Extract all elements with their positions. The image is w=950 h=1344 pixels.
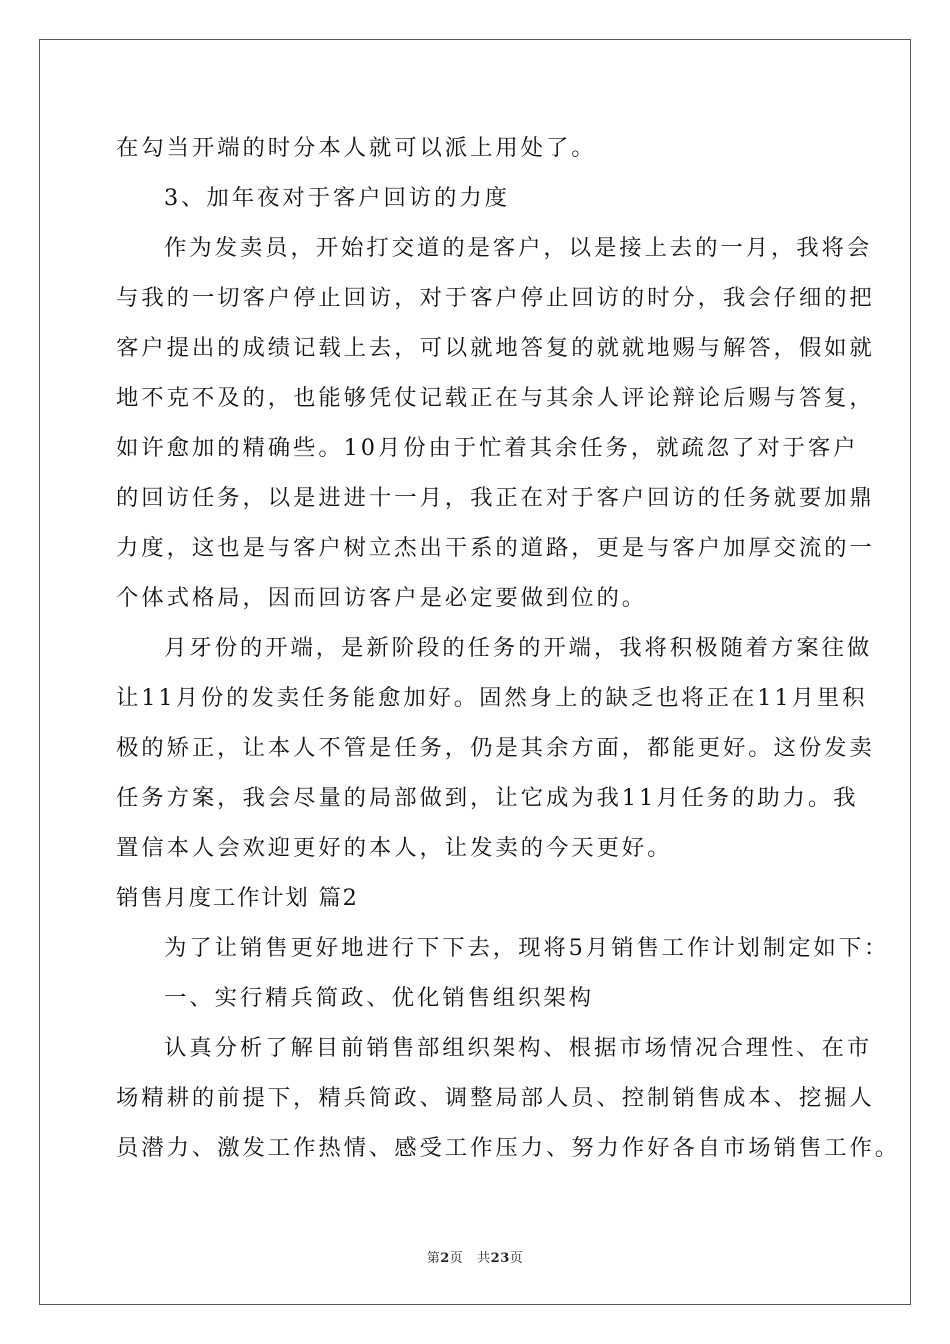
text-line-6: 地不克不及的，也能够凭仗记载正在与其余人评论辩论后赐与答复， <box>116 385 875 411</box>
footer-total-pages: 23 <box>490 1251 510 1266</box>
footer-current-page: 2 <box>440 1251 450 1266</box>
text-line-4: 与我的一切客户停止回访，对于客户停止回访的时分，我会仔细的把 <box>116 285 875 311</box>
text-line-14: 任务方案，我会尽量的局部做到，让它成为我11月任务的助力。我 <box>116 785 859 811</box>
text-line-7: 如许愈加的精确些。10月份由于忙着其余任务，就疏忽了对于客户 <box>116 435 859 461</box>
text-line-13: 极的矫正，让本人不管是任务，仍是其余方面，都能更好。这份发卖 <box>116 735 875 761</box>
text-line-11: 月牙份的开端，是新阶段的任务的开端，我将积极随着方案往做 <box>164 635 873 661</box>
footer-prefix: 第 <box>426 1251 441 1266</box>
text-line-2: 3、加年夜对于客户回访的力度 <box>164 185 510 211</box>
text-line-20: 场精耕的前提下，精兵简政、调整局部人员、控制销售成本、挖掘人 <box>116 1085 875 1111</box>
page-border <box>39 39 911 1305</box>
text-line-1: 在勾当开端的时分本人就可以派上用处了。 <box>116 135 597 161</box>
footer-suffix: 页 <box>509 1251 524 1266</box>
text-line-21: 员潜力、激发工作热情、感受工作压力、努力作好各自市场销售工作。 <box>116 1135 901 1161</box>
text-line-15: 置信本人会欢迎更好的本人，让发卖的今天更好。 <box>116 835 673 861</box>
text-line-8: 的回访任务，以是进进十一月，我正在对于客户回访的任务就要加鼎 <box>116 485 875 511</box>
text-line-19: 认真分析了解目前销售部组织架构、根据市场情况合理性、在市 <box>164 1035 873 1061</box>
text-line-18: 一、实行精兵简政、优化销售组织架构 <box>164 985 594 1011</box>
text-line-3: 作为发卖员，开始打交道的是客户，以是接上去的一月，我将会 <box>164 235 873 261</box>
text-line-5: 客户提出的成绩记载上去，可以就地答复的就就地赐与解答，假如就 <box>116 335 875 361</box>
section-heading: 销售月度工作计划 篇2 <box>116 885 359 911</box>
text-line-12: 让11月份的发卖任务能愈加好。固然身上的缺乏也将正在11月里积 <box>116 685 868 711</box>
text-line-10: 个体式格局，因而回访客户是必定要做到位的。 <box>116 585 648 611</box>
footer-middle: 页 共 <box>449 1251 491 1266</box>
text-line-9: 力度，这也是与客户树立杰出干系的道路，更是与客户加厚交流的一 <box>116 535 875 561</box>
text-line-17: 为了让销售更好地进行下下去，现将5月销售工作计划制定如下： <box>164 935 890 961</box>
page-footer <box>0 1247 950 1266</box>
